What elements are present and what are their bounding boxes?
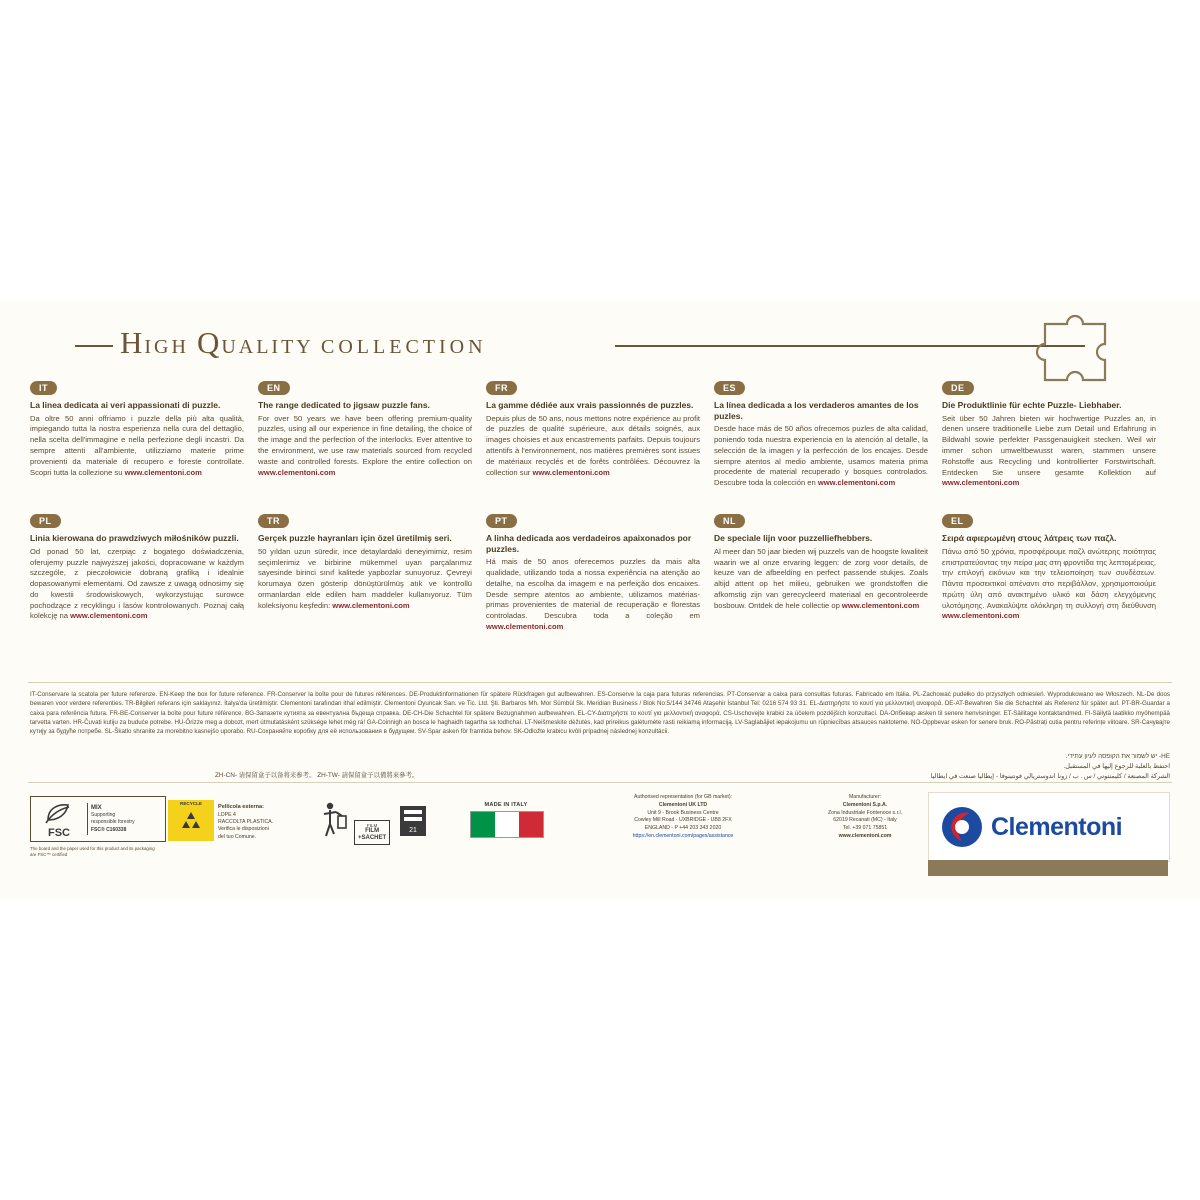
uk-rep-company: Clementoni UK LTD	[658, 801, 708, 808]
title-rule-right	[615, 345, 1085, 347]
language-block-nl	[714, 511, 942, 633]
language-heading: La gamme dédiée aux vrais passionnés de puzzles.	[486, 400, 694, 410]
divider-top	[28, 682, 1172, 683]
fsc-mix-info	[87, 803, 138, 835]
language-block-el	[942, 511, 1170, 633]
manufacturer-title: Manufacturer:	[848, 794, 881, 800]
fsc-mix-line1: Supporting	[91, 812, 116, 819]
collection-link[interactable]: www.clementoni.com	[124, 467, 202, 477]
uk-rep-title: Authorised representation (for GB market):	[633, 794, 733, 800]
uk-representative-address	[588, 794, 778, 841]
manufacturer-line-1: Zona Industriale Fontenoce s.r.l.	[827, 809, 903, 816]
language-code-badge: PT	[486, 514, 517, 528]
language-block-fr	[486, 378, 714, 489]
collection-link[interactable]: www.clementoni.com	[70, 611, 148, 621]
language-code-badge: TR	[258, 514, 289, 528]
language-code-badge: ES	[714, 381, 745, 395]
made-in-italy-label: MADE IN ITALY	[484, 802, 528, 808]
film-sachet-label: FILM FILM +SACHET	[354, 820, 390, 845]
title-rule-left	[75, 345, 113, 347]
fsc-certification	[30, 796, 170, 857]
language-block-de	[942, 378, 1170, 489]
fsc-mix-title: MIX	[91, 804, 102, 811]
language-code-badge: NL	[714, 514, 745, 528]
italy-flag-icon	[470, 811, 544, 838]
manufacturer-line-3: Tel. +39 071 75851	[842, 825, 888, 832]
plastic-line-2: RACCOLTA PLASTICA.	[218, 819, 274, 826]
brand-bar	[928, 860, 1168, 876]
language-body: For over 50 years we have been offering premium-quality puzzles, using all our experience in fine detailing, the choice of the image and the perfection of the interlocks. Ever attentive to the environment, we use raw materials sourced from recycled waste and controlled forests. Explore the entire collection on www.clementoni.com	[258, 413, 472, 477]
collection-link[interactable]: www.clementoni.com	[942, 611, 1020, 621]
manufacturer-url[interactable]: www.clementoni.com	[838, 832, 892, 839]
legal-hebrew-line: HE- יש לשמור את הקופסה לעיון עתידי.	[1065, 753, 1170, 760]
language-block-it	[30, 378, 258, 489]
legal-cjk-text: ZH-CN- 请保留盒子以备将来参考。 ZH-TW- 請保留盒子以備將來參考。	[215, 772, 419, 779]
plastic-line-4: del tuo Comune.	[218, 833, 257, 840]
fsc-box	[30, 796, 166, 842]
language-heading: La linea dedicata ai veri appassionati di puzzle.	[30, 400, 221, 410]
language-body: 50 yıldan uzun süredir, ince detaylardaki deneyimimiz, resim seçimlerimiz ve birbirine mükemmel uyan parçalarımız sayesinde birinci sınıf kalitede yapbozlar sunuyoruz. Çevreyi korumaya özen gösterip dönüştürülmüş atık ve kontrollü ormanlardan elde edilen ham maddeler kullanıyoruz. Tüm koleksiyonu keşfedin: www.clementoni.com	[258, 546, 472, 610]
fsc-mix-line2: responsible forestry	[91, 818, 135, 825]
language-block-es	[714, 378, 942, 489]
language-body: Depuis plus de 50 ans, nous mettons notre expérience au profit de puzzles de qualité supérieure, aux détails soignés, aux images choisies et aux encastrements parfaits. Depuis toujours attentifs à l'environnement, nos matières premières sont issues de matériaux recyclés et de forêts contrôlées. Découvrez la collection sur www.clementoni.com	[486, 413, 700, 477]
manufacturer-company: Clementoni S.p.A.	[842, 801, 888, 808]
language-heading: Σειρά αφιερωμένη στους λάτρεις των παζλ.	[942, 533, 1117, 544]
plastic-line-3: Verifica le disposizioni	[218, 826, 269, 833]
language-row-1	[30, 378, 1170, 489]
fsc-logo-icon	[31, 800, 87, 839]
language-heading: La línea dedicada a los verdaderos amantes de los puzles.	[714, 400, 919, 421]
language-body: Al meer dan 50 jaar bieden wij puzzels van de hoogste kwaliteit waarin we al onze ervaring leggen: de zorg voor details, de keuze van de afbeelding en perfect passende stukjes. Zoals altijd attent op het milieu, gebruiken we grondstoffen die afkomstig zijn van gerecycleerd materiaal en gecontroleerde bosbouw. Ontdek de hele collectie op www.clementoni.com	[714, 546, 928, 610]
collection-title-row	[75, 325, 1135, 367]
language-body: Da oltre 50 anni offriamo i puzzle della più alta qualità, impiegando tutta la nostra esperienza nella cura del dettaglio, nella scelta dell'immagine e nella perfezione degli incastri. Da sempre attenti all'ambiente, utilizziamo materie prime provenienti da materiale di recupero e foreste controllate. Scopri tutta la collezione su www.clementoni.com	[30, 413, 244, 477]
fsc-code: FSC® C160338	[91, 826, 127, 833]
language-blocks	[30, 378, 1170, 633]
legal-arabic-line-2: الشركة المصنعة / كليمنتوني / س . ب / زونا اندوستريالي فونتينوفا - إيطاليا صنعت في ايطاليا	[930, 772, 1170, 780]
divider-bottom	[28, 782, 1172, 783]
language-block-tr	[258, 511, 486, 633]
plastic-line-1: LDPE 4	[218, 811, 236, 818]
language-code-badge: FR	[486, 381, 517, 395]
legal-rtl-text	[750, 752, 1170, 782]
legal-arabic-line-1: احتفظ بالعلبة للرجوع إليها في المستقبل.	[1063, 762, 1170, 770]
language-heading: The range dedicated to jigsaw puzzle fans.	[258, 400, 430, 410]
uk-rep-line-1: Unit 9 - Brook Business Centre	[647, 809, 719, 816]
collection-link[interactable]: www.clementoni.com	[841, 600, 920, 610]
language-code-badge: PL	[30, 514, 61, 528]
language-body: Od ponad 50 lat, czerpiąc z bogatego doświadczenia, oferujemy puzzle najwyższej jakości, dopracowane w każdym szczególe, z pieczołowicie dobraną grafiką i idealnie dopasowanymi elementami. Od zawsze z uwagą odnosimy się do kwestii środowiskowych, wykorzystując surowce pochodzące z recyklingu i lasów kontrolowanych. Poznaj całą kolekcję na www.clementoni.com	[30, 546, 244, 621]
language-code-badge: EN	[258, 381, 290, 395]
brand-logo	[928, 792, 1170, 862]
recycle-label: RECYCLE	[168, 800, 214, 807]
language-code-badge: DE	[942, 381, 974, 395]
paper-recycling-icon	[396, 800, 430, 845]
no-littering-icon	[318, 800, 348, 845]
language-code-badge: EL	[942, 514, 973, 528]
collection-link[interactable]: www.clementoni.com	[258, 467, 336, 477]
plastic-disposal-info	[218, 804, 314, 841]
language-body: Há mais de 50 anos oferecemos puzzles da mais alta qualidade, utilizando toda a nossa experiência na atenção ao detalhe, na escolha da imagem e na perfeição dos encaixes. Desde sempre atentos ao ambiente, utilizamos matérias-primas provenientes de material de recuperação e florestas controladas. Descubra toda a coleção em www.clementoni.com	[486, 557, 700, 632]
language-body: Desde hace más de 50 años ofrecemos puzles de alta calidad, poniendo toda nuestra experiencia en la atención al detalle, la selección de la imagen y la perfección de los encajes. Desde siempre atentos al medio ambiente, usamos materia prima procedente de material recuperado y bosques controlados. Descubre toda la colección en www.clementoni.com	[714, 424, 928, 488]
manufacturer-address	[790, 794, 940, 841]
footer-certifications	[0, 790, 1200, 900]
fsc-note: The board and the paper used for this product and its packaging are FSC™ certified	[30, 846, 155, 857]
collection-link[interactable]: www.clementoni.com	[942, 478, 1020, 488]
collection-link[interactable]: www.clementoni.com	[332, 600, 410, 610]
language-body: Πάνω από 50 χρόνια, προσφέρουμε παζλ ανώτερης ποιότητας επιστρατεύοντας την πείρα μας στη φροντίδα της λεπτομέρειας, την επιλογή εικόνων και την τελειοποίηση των συνδέσεων. Πάντα προσεκτικοί απέναντι στο περιβάλλον, χρησιμοποιούμε πρώτη ύλη από ανακτημένο υλικό και δάση ελεγχόμενης υλοτόμησης. Ανακαλύψτε ολόκληρη τη συλλογή στη διεύθυνση www.clementoni.com	[942, 546, 1156, 621]
collection-link[interactable]: www.clementoni.com	[486, 622, 564, 632]
recycle-badge	[168, 800, 214, 841]
collection-link[interactable]: www.clementoni.com	[532, 467, 610, 477]
language-row-2	[30, 511, 1170, 633]
page-title: HIGH QUALITY COLLECTION	[120, 325, 487, 360]
language-block-en	[258, 378, 486, 489]
language-block-pt	[486, 511, 714, 633]
uk-rep-line-3: ENGLAND - P +44 203 343 2020	[644, 825, 722, 832]
clementoni-logo-icon	[939, 804, 985, 850]
recycle-icon	[168, 807, 214, 841]
language-heading: A linha dedicada aos verdadeiros apaixonados por puzzles.	[486, 533, 692, 554]
film-label-bottom: +SACHET	[358, 835, 387, 842]
language-body: Seit über 50 Jahren bieten wir hochwertige Puzzles an, in denen unsere traditionelle Liebe zum Detail und Erfahrung in Bildwahl sowie perfekter Passgenauigkeit stecken. Weil wir immer schon umweltbewusst waren, stammen unsere Rohstoffe aus Recycling und kontrollierter Forstwirtschaft. Entdecken Sie unsere gesamte Kollektion auf www.clementoni.com	[942, 413, 1156, 488]
uk-rep-url[interactable]: https://en.clementoni.com/pages/assistance	[632, 832, 734, 839]
language-heading: De speciale lijn voor puzzelliefhebbers.	[714, 533, 873, 544]
language-block-pl	[30, 511, 258, 633]
manufacturer-line-2: 62019 Recanati (MC) - Italy	[833, 817, 897, 824]
disposal-icons	[318, 800, 430, 845]
language-heading: Gerçek puzzle hayranları için özel üretilmiş seri.	[258, 533, 452, 544]
collection-link[interactable]: www.clementoni.com	[817, 478, 896, 488]
uk-rep-line-2: Cowley Mill Road - UXBRIDGE - UB8 2FX	[634, 817, 732, 824]
made-in-italy	[470, 802, 542, 838]
plastic-title: Pellicola esterna:	[218, 804, 265, 810]
language-heading: Linia kierowana do prawdziwych miłośników puzzli.	[30, 533, 239, 544]
fsc-mark-text: FSC	[48, 826, 70, 839]
language-code-badge: IT	[30, 381, 57, 395]
language-heading: Die Produktlinie für echte Puzzle- Liebhaber.	[942, 400, 1122, 410]
puzzle-piece-icon	[1035, 310, 1115, 387]
brand-name: Clementoni	[991, 812, 1123, 841]
legal-multilanguage-text: IT-Conservare la scatola per future referenze. EN-Keep the box for future reference. FR-Conserver la boîte pour de futures références. DE-Produktinformationen für spätere Rückfragen gut aufbewahren. ES-Conserve la caja para futuras referencias. PT-Conservar a caixa para consultas futuras. Fabricado em Itália. PL-Zachować pudełko do przyszłych odniesień. Wyprodukowano we Włoszech. NL-De doos bewaren voor verdere referenties. TR-Bilgileri referans için saklayınız. İtalya'da üretilmiştir. Clementoni tarafından ithal edilmiştir. Clementoni Oyuncak San. ve Tic. Ltd. Şti. Barbaros Mh. Mor Sümbül Sk. Meridian Business / Blok No:5/144 34746 Ataşehir İstanbul Tel: 0216 574 93 31. EL-Διατηρήστε το κουτί για μελλοντική αναφορά. DE-AT-Bewahren Sie die Schachtel als Referenz für später auf. PT-BR-Guardar a caixa para referência futura. FR-BE-Conserver la boîte pour future référence. BG-Запазете кутията за евентуална бъдеща справка. DE-CH-Die Schachtel für spätere Bezugnahmen aufbewahren. EL-CY-Διατηρήστε το κουτί για μελλοντική αναφορά. CS-Uschovejte krabici za účelem pozdějších konzultací. DA-Опбевар æsken til senere henvisninger. ET-Säilitage kontaktandmed. FI-Säilytä laatikko myöhempää tarvetta varten. HR-Čuvati kutiju za buduće potrebe. HU-Őrizze meg a dobozt, mert útmutatásként szüksége lehet még rá! GA-Coinnigh an bosca le haghaidh tagartha sa todhchaí. LT-Neišmeskite dėžutės, kad prireikus galėtumėte rasti reikiamą informaciją. LV-Saglabājiet iepakojumu un rūpniecības atsauces naktoteme. NO-Oppbevar esken for senere bruk. RO-Păstrați cutia pentru referințe viitoare. SR-Сачувајте кутију за будуће потребе. SL-Škatlo shranite za morebitno kasnejšo uporabo. RU-Сохраняйте коробку для её использования в будущем. SV-Spar asken för framtida behov. SK-Odložte krabicu kvôli prípadnej následnej konzultácii.	[30, 691, 1170, 736]
svg-text:21: 21	[409, 827, 418, 834]
